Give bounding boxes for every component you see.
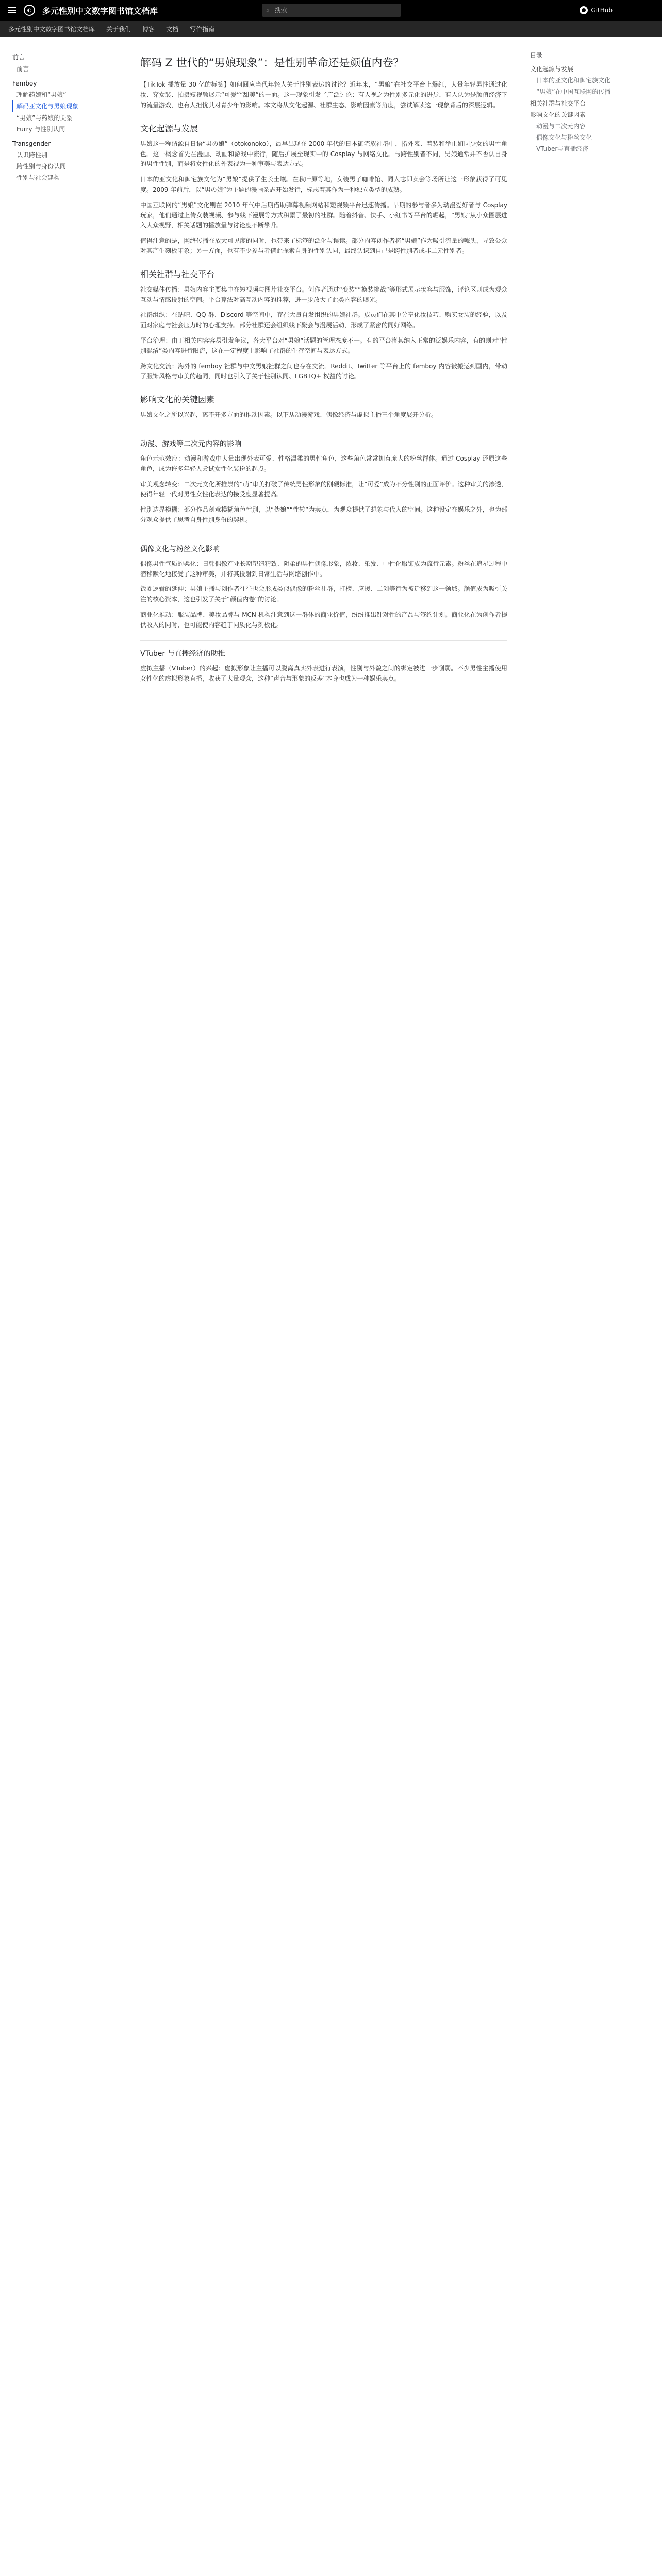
search-icon: ⌕: [266, 6, 270, 14]
github-label: GitHub: [591, 7, 613, 14]
page-title: 解码 Z 世代的“男娘现象”：是性别革命还是颜值内卷？: [140, 57, 404, 69]
subsection-heading: VTuber 与直播经济的助推: [140, 640, 507, 658]
section-heading: 影响文化的关键因素: [140, 395, 215, 405]
sidebar-section-title: 前言: [12, 54, 25, 61]
toc-item[interactable]: 文化起源与发展: [530, 65, 574, 73]
paragraph: 商业化推动：服装品牌、美妆品牌与 MCN 机构注意到这一群体的商业价值，纷纷推出针对性的产品与签约计划。商业化在为创作者提供收入的同时，也可能使内容趋于同质化与刻板化。: [140, 611, 507, 629]
toc-item[interactable]: 影响文化的关键因素: [530, 111, 586, 118]
left-sidebar: [8, 37, 128, 689]
article: [128, 37, 520, 689]
paragraph: 男娘这一称谓源自日语“男の娘”（otokonoko），最早出现在 2000 年代的日本御宅族社群中，指外表、着装和举止如同少女的男性角色。这一概念首先在漫画、动画和游戏中流行，随后扩展至现实中的 Cosplay 与网络文化。与跨性别者不同，男娘通常并不否认自身的男性性别，而是将女性化的外表视为一种审美与表达方式。: [140, 140, 507, 168]
paragraph: 角色示范效应：动漫和游戏中大量出现外表可爱、性格温柔的男性角色，这些角色常常拥有庞大的粉丝群体。通过 Cosplay 还原这些角色，成为许多年轻人尝试女性化装扮的起点。: [140, 454, 507, 472]
paragraph: 虚拟主播（VTuber）的兴起：虚拟形象让主播可以脱离真实外表进行表演，性别与外貌之间的绑定被进一步削弱。不少男性主播使用女性化的虚拟形象直播，收获了大量观众，这种“声音与形象的反差”本身也成为一种娱乐卖点。: [140, 665, 507, 683]
paragraph: 社群组织：在贴吧、QQ 群、Discord 等空间中，存在大量自发组织的男娘社群。成员们在其中分享化妆技巧、购买女装的经验，以及面对家庭与社会压力时的心理支持。部分社群还会组织线下聚会与漫展活动，形成了紧密的同好网络。: [140, 311, 507, 329]
intro-paragraph: 【TikTok 播放量 30 亿的标签】如何回应当代年轻人关于性别表达的讨论？近年来，“男娘”在社交平台上爆红，大量年轻男性通过化妆、穿女装、拍摄短视频展示“可爱”“甜美”的一面。这一现象引发了广泛讨论：有人视之为性别多元化的进步，有人认为是颜值经济下的流量游戏，也有人担忧其对青少年的影响。本文将从文化起源、社群生态、影响因素等角度，尝试解读这一现象背后的深层逻辑。: [140, 81, 507, 109]
subsection-heading: 偶像文化与粉丝文化影响: [140, 536, 507, 554]
paragraph: 中国互联网的“男娘”文化则在 2010 年代中后期借助弹幕视频网站和短视频平台迅速传播。早期的参与者多为动漫爱好者与 Cosplay 玩家，他们通过上传女装视频、参与线下漫展等方式积累了最初的社群。随着抖音、快手、小红书等平台的崛起，“男娘”从小众圈层进入大众视野，相关话题的播放量与讨论度不断攀升。: [140, 201, 507, 229]
github-icon: [580, 6, 588, 14]
sidebar-item[interactable]: Furry 与性别认同: [16, 125, 65, 133]
paragraph: 审美观念转变：二次元文化所推崇的“萌”审美打破了传统男性形象的刚硬标准，让“可爱”成为不分性别的正面评价。这种审美的渗透，使得年轻一代对男性女性化表达的接受度显著提高。: [140, 480, 507, 498]
paragraph: 平台治理：由于相关内容容易引发争议，各大平台对“男娘”话题的管理态度不一。有的平台将其纳入正常的泛娱乐内容，有的则对“性别混淆”类内容进行限流，这在一定程度上影响了社群的生存空间与表达方式。: [140, 336, 507, 354]
sub-nav: [0, 21, 662, 37]
paragraph: 性别边界模糊：部分作品刻意模糊角色性别，以“伪娘”“性转”为卖点，为观众提供了想象与代入的空间。这种设定在娱乐之外，也为部分观众提供了思考自身性别身份的契机。: [140, 506, 507, 523]
sidebar-section-title: Femboy: [12, 80, 37, 88]
sidebar-item[interactable]: 前言: [16, 65, 29, 73]
subnav-item[interactable]: 多元性别中文数字图书馆文档库: [8, 25, 95, 33]
sidebar-item-active[interactable]: 解码亚文化与男娘现象: [12, 100, 122, 112]
site-logo-icon[interactable]: ◐: [24, 5, 35, 16]
site-title[interactable]: 多元性别中文数字图书馆文档库: [42, 6, 158, 16]
subnav-item[interactable]: 写作指南: [190, 25, 215, 33]
subnav-item[interactable]: 博客: [142, 25, 155, 33]
sidebar-item[interactable]: 跨性别与身份认同: [16, 163, 67, 171]
paragraph: 偶像男性气质的柔化：日韩偶像产业长期塑造精致、阴柔的男性偶像形象，浓妆、染发、中性化服饰成为流行元素。粉丝在追星过程中潜移默化地接受了这种审美，并将其投射到日常生活与网络创作中。: [140, 560, 507, 578]
menu-icon[interactable]: [8, 7, 16, 13]
subnav-item[interactable]: 关于我们: [106, 25, 131, 33]
subnav-item[interactable]: 文档: [166, 25, 179, 33]
sidebar-item[interactable]: “男娘”与药娘的关系: [16, 114, 73, 122]
search-box[interactable]: [262, 4, 401, 17]
sidebar-section-title: Transgender: [12, 140, 51, 147]
toc-item[interactable]: “男娘”在中国互联网的传播: [536, 88, 611, 96]
paragraph: 男娘文化之所以兴起，离不开多方面的推动因素。以下从动漫游戏、偶像经济与虚拟主播三个角度展开分析。: [140, 411, 438, 419]
subsection-heading: 动漫、游戏等二次元内容的影响: [140, 431, 507, 449]
sidebar-item[interactable]: 理解药娘和“男娘”: [16, 91, 67, 99]
sidebar-item[interactable]: 认识跨性别: [16, 151, 48, 159]
paragraph: 饭圈逻辑的延伸：男娘主播与创作者往往也会形成类似偶像的粉丝社群，打榜、应援、二创等行为被迁移到这一领域。颜值成为吸引关注的核心资本，这也引发了关于“颜值内卷”的讨论。: [140, 585, 507, 603]
search-input[interactable]: [274, 6, 397, 14]
paragraph: 社交媒体传播：男娘内容主要集中在短视频与图片社交平台。创作者通过“变装”“换装挑战”等形式展示妆容与服饰，评论区则成为观众互动与情感投射的空间。平台算法对高互动内容的推荐，进一步放大了此类内容的曝光。: [140, 285, 507, 303]
top-bar: [0, 0, 662, 21]
paragraph: 值得注意的是，网络传播在放大可见度的同时，也带来了标签的泛化与误读。部分内容创作者将“男娘”作为吸引流量的噱头，导致公众对其产生刻板印象；另一方面，也有不少参与者借此探索自身的性别认同，最终认识到自己是跨性别者或非二元性别者。: [140, 237, 507, 255]
github-link[interactable]: [580, 6, 613, 14]
toc-item[interactable]: 动漫与二次元内容: [536, 122, 586, 130]
section-heading: 文化起源与发展: [140, 123, 198, 133]
sidebar-item[interactable]: 性别与社会建构: [16, 174, 60, 182]
toc-item[interactable]: 相关社群与社交平台: [530, 99, 586, 107]
paragraph: 日本的亚文化和御宅族文化为“男娘”提供了生长土壤。在秋叶原等地，女装男子咖啡馆、同人志即卖会等场所让这一形象获得了可见度。2009 年前后，以“男の娘”为主题的漫画杂志开始发行，标志着其作为一种独立类型的成熟。: [140, 176, 507, 193]
table-of-contents: [520, 37, 638, 689]
toc-item[interactable]: 偶像文化与粉丝文化: [536, 134, 592, 142]
toc-title: 目录: [530, 52, 543, 59]
toc-item[interactable]: 日本的亚文化和御宅族文化: [536, 77, 611, 84]
paragraph: 跨文化交流：海外的 femboy 社群与中文男娘社群之间也存在交流。Reddit、Twitter 等平台上的 femboy 内容被搬运到国内，带动了服饰风格与审美的趋同，同时也引入了关于性别认同、LGBTQ+ 权益的讨论。: [140, 362, 507, 380]
section-heading: 相关社群与社交平台: [140, 269, 215, 279]
toc-item[interactable]: VTuber与直播经济: [536, 145, 589, 153]
